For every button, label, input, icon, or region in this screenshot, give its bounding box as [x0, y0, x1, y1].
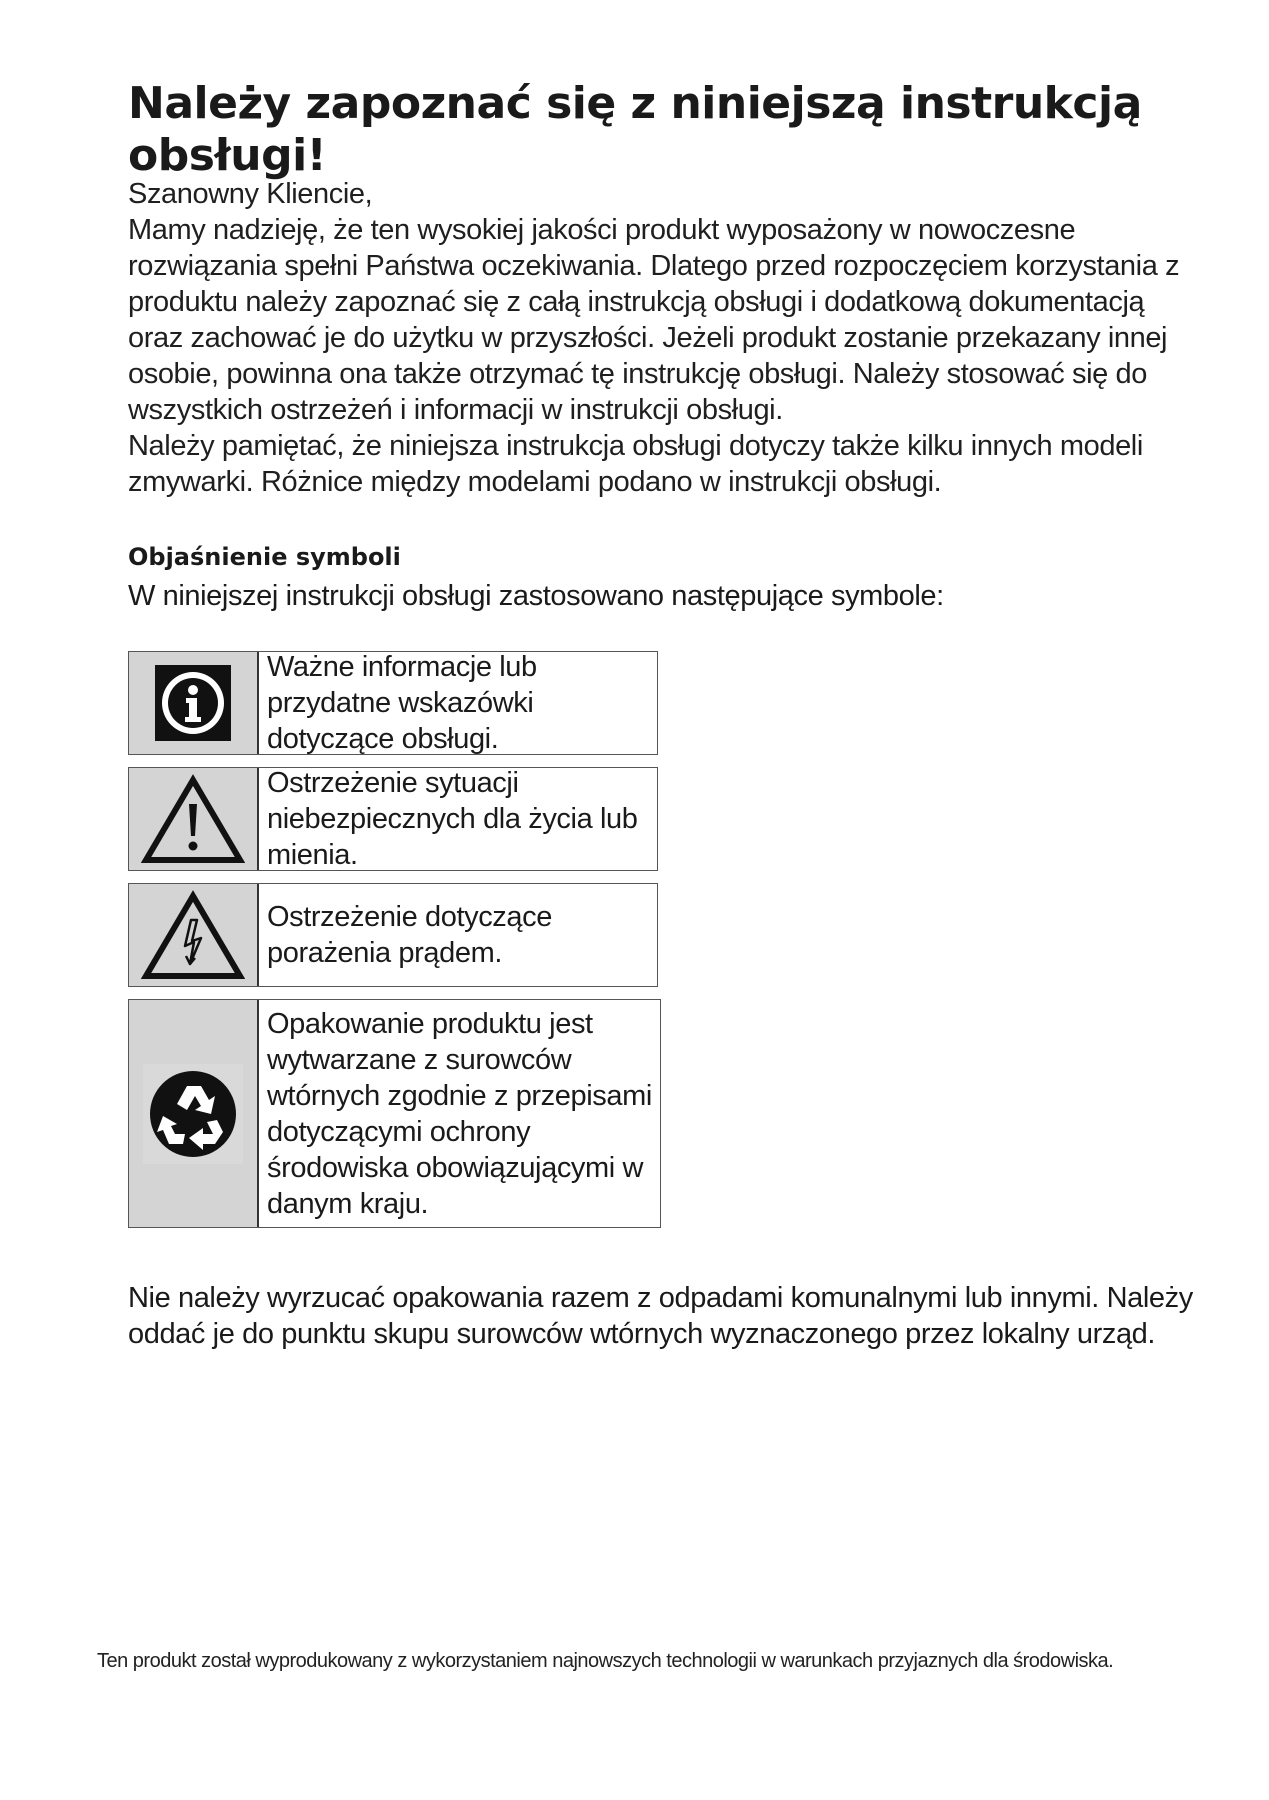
footer-note: Ten produkt został wyprodukowany z wykorzystaniem najnowszych technologii w warunkach przyjaznych dla środowiska.	[97, 1650, 1114, 1672]
info-icon	[129, 652, 259, 754]
symbols-description: W niniejszej instrukcji obsługi zastosowano następujące symbole:	[128, 580, 944, 612]
recycle-icon	[129, 1000, 259, 1227]
symbol-row-recycle	[128, 999, 661, 1228]
symbols-heading: Objaśnienie symboli	[128, 543, 401, 571]
greeting: Szanowny Kliencie,	[128, 178, 373, 210]
models-note-paragraph: Należy pamiętać, że niniejsza instrukcja obsługi dotyczy także kilku innych modeli zmywarki. Różnice między modelami podano w instrukcji obsługi.	[128, 430, 1143, 498]
page-title: Należy zapoznać się z niniejszą instrukcją obsługi!	[128, 78, 1142, 181]
symbol-row-info	[128, 651, 658, 755]
electric-shock-icon	[129, 884, 259, 986]
packaging-disposal-note: Nie należy wyrzucać opakowania razem z odpadami komunalnymi lub innymi. Należy oddać je do punktu skupu surowców wtórnych wyznaczonego przez lokalny urząd.	[128, 1282, 1193, 1350]
symbol-text-info: Ważne informacje lub przydatne wskazówki dotyczące obsługi.	[267, 651, 537, 755]
warning-icon	[129, 768, 259, 870]
symbol-text-recycle: Opakowanie produktu jest wytwarzane z surowców wtórnych zgodnie z przepisami dotyczącymi ochrony środowiska obowiązującymi w danym kraju.	[267, 1007, 652, 1220]
intro-section	[128, 176, 1188, 500]
symbol-text-warning: Ostrzeżenie sytuacji niebezpiecznych dla życia lub mienia.	[267, 767, 638, 871]
symbol-text-electric: Ostrzeżenie dotyczące porażenia prądem.	[267, 901, 552, 969]
symbol-row-warning	[128, 767, 658, 871]
intro-paragraph: Mamy nadzieję, że ten wysokiej jakości produkt wyposażony w nowoczesne rozwiązania spełni Państwa oczekiwania. Dlatego przed rozpoczęciem korzystania z produktu należy zapoznać się z całą instrukcją obsługi i dodatkową dokumentacją oraz zachować je do użytku w przyszłości. Jeżeli produkt zostanie przekazany innej osobie, powinna ona także otrzymać tę instrukcję obsługi. Należy stosować się do wszystkich ostrzeżeń i informacji w instrukcji obsługi.	[128, 214, 1180, 426]
symbol-row-electric	[128, 883, 658, 987]
